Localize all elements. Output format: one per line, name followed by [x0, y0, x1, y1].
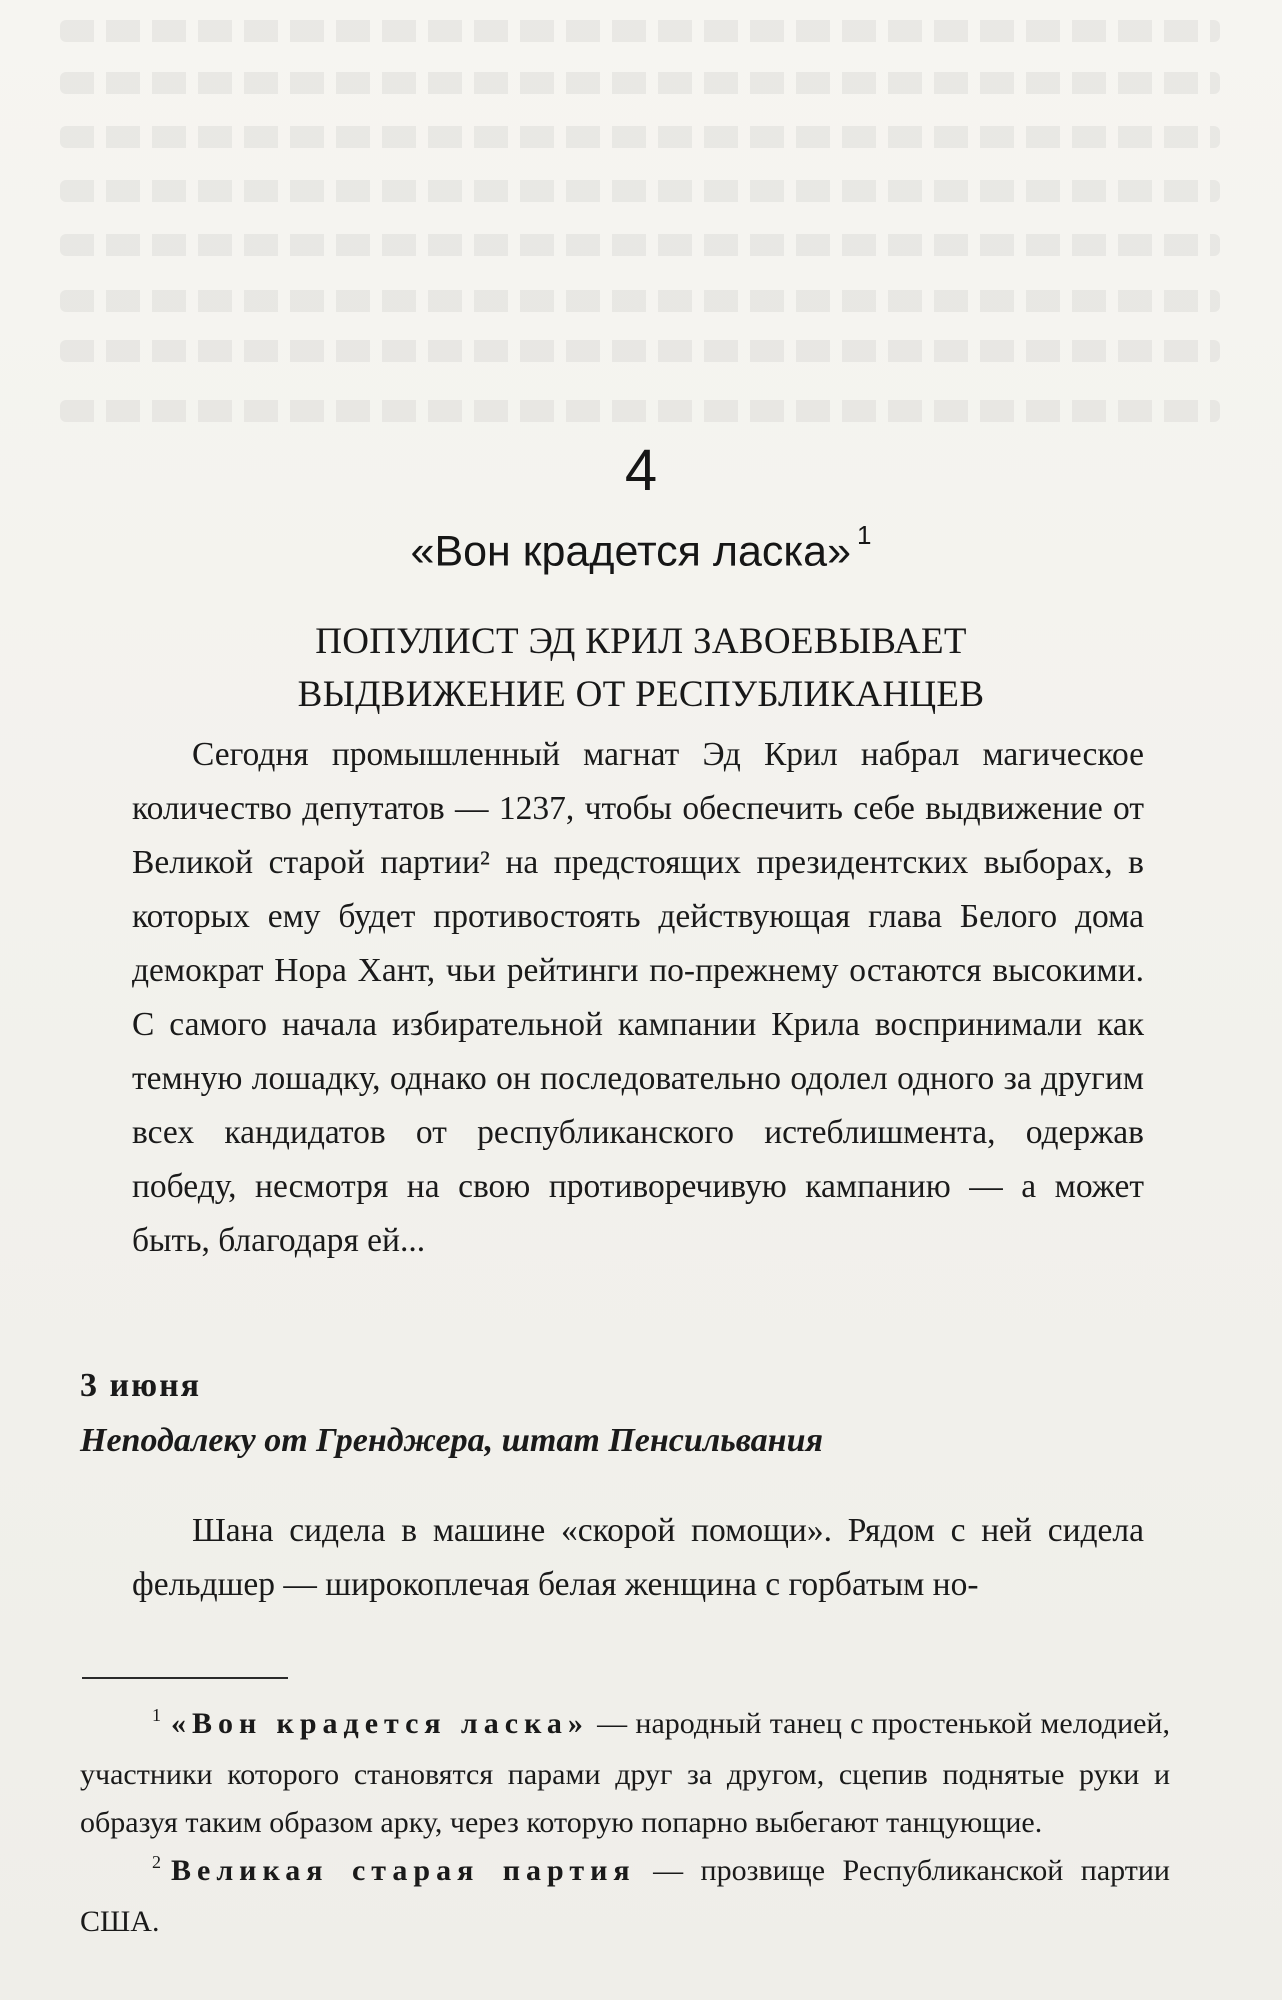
chapter-title-footnote-mark: 1	[857, 520, 872, 550]
footnote-2	[80, 1847, 1170, 1946]
footnote-separator	[82, 1677, 288, 1679]
narrative-paragraph: Шана сидела в машине «скорой помощи». Рядом с ней сидела фельдшер — широкоплечая белая женщина с горбатым но-	[132, 1512, 1144, 1603]
show-through-text	[60, 290, 1220, 312]
narrative-block	[132, 1504, 1144, 1612]
headline-line-2: ВЫДВИЖЕНИЕ ОТ РЕСПУБЛИКАНЦЕВ	[297, 674, 985, 715]
show-through-text	[60, 20, 1220, 42]
show-through-text	[60, 400, 1220, 422]
footnote-term: Великая старая партия	[171, 1854, 636, 1887]
chapter-title	[0, 516, 1282, 576]
news-headline	[0, 615, 1282, 721]
article-paragraph: Сегодня промышленный магнат Эд Крил набрал магическое количество депутатов — 1237, чтобы обеспечить себе выдвижение от Великой старой партии² на предстоящих президентских выборах, в которых ему будет противостоять действующая глава Белого дома демократ Нора Хант, чьи рейтинги по-прежнему остаются высокими. С самого начала избирательной кампании Крила воспринимали как темную лошадку, однако он последовательно одолел одного за другим всех кандидатов от республиканского истеблишмента, одержав победу, несмотря на свою противоречивую кампанию — а может быть, благодаря ей...	[132, 736, 1144, 1259]
show-through-text	[60, 72, 1220, 94]
footnote-text: — народный танец с простенькой мелодией, участники которого становятся парами друг за другом, сцепив поднятые руки и образуя таким образом арку, через которую попарно выбегают танцующие.	[80, 1707, 1170, 1839]
show-through-text	[60, 340, 1220, 362]
footnote-mark: 2	[152, 1852, 161, 1872]
scene-date: 3 июня	[80, 1367, 202, 1404]
footnote-mark: 1	[152, 1705, 161, 1725]
footnote-1	[80, 1700, 1170, 1847]
chapter-title-text: «Вон крадется ласка»	[410, 527, 851, 576]
show-through-text	[60, 234, 1220, 256]
footnotes	[80, 1700, 1170, 1946]
footnote-term: «Вон крадется ласка»	[171, 1707, 589, 1740]
show-through-text	[60, 180, 1220, 202]
article-block	[132, 728, 1144, 1268]
footnote-text: — прозвище Республиканской партии США.	[80, 1854, 1170, 1938]
headline-line-1: ПОПУЛИСТ ЭД КРИЛ ЗАВОЕВЫВАЕТ	[315, 621, 967, 662]
scene-location: Неподалеку от Гренджера, штат Пенсильвания	[80, 1422, 823, 1459]
show-through-text	[60, 126, 1220, 148]
chapter-number: 4	[624, 438, 658, 503]
